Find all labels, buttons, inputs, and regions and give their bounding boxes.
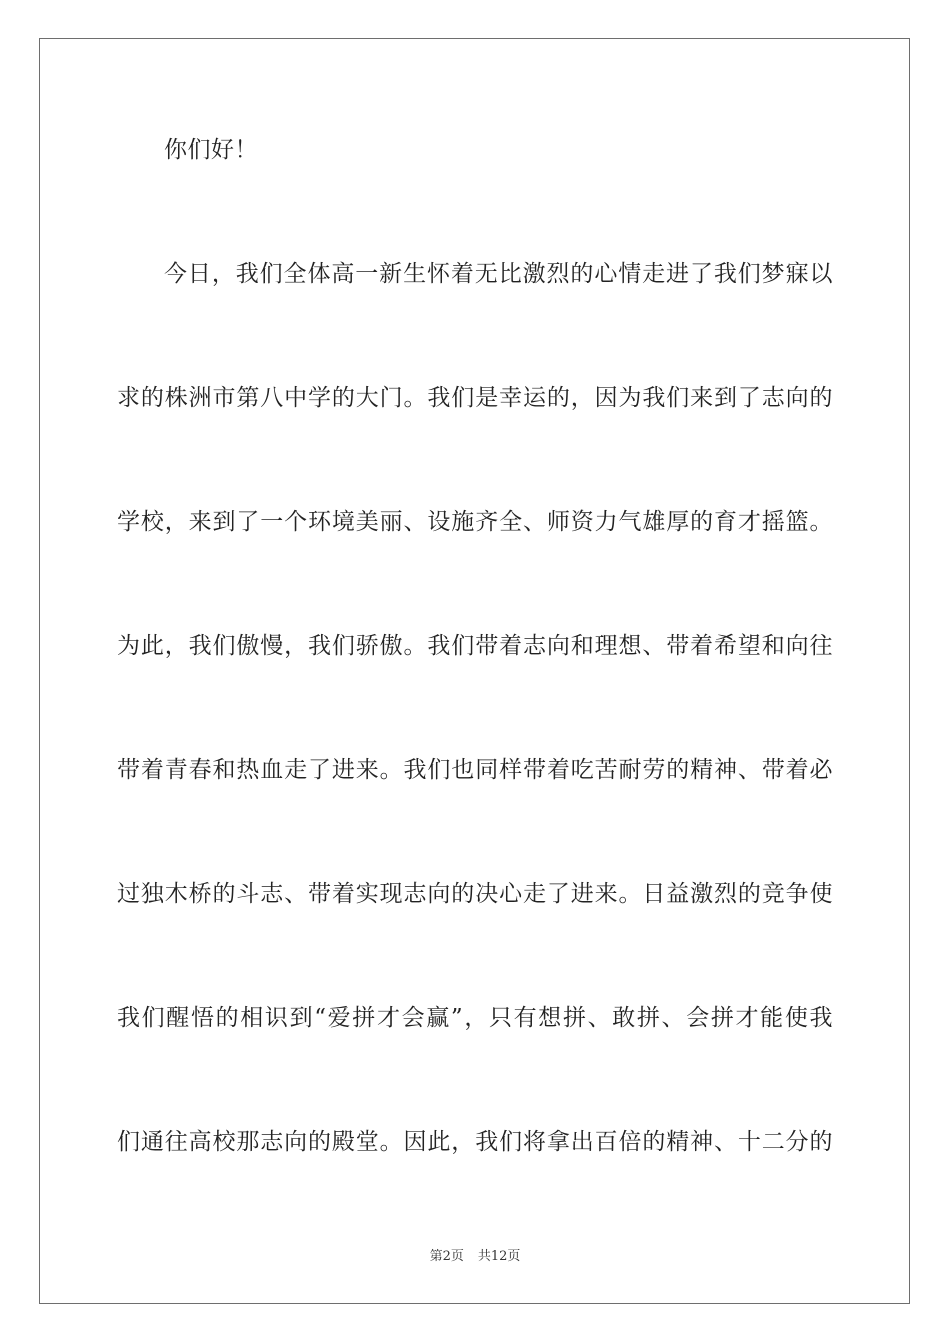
paragraph-line: 过独木桥的斗志、带着实现志向的决心走了进来。日益激烈的竞争使	[117, 881, 833, 907]
page-total: 共12页	[477, 1249, 521, 1264]
page-number: 第2页	[429, 1249, 464, 1264]
page-frame	[39, 38, 910, 1304]
paragraph-line: 为此，我们傲慢，我们骄傲。我们带着志向和理想、带着希望和向往	[117, 633, 833, 659]
paragraph-line: 学校，来到了一个环境美丽、设施齐全、师资力气雄厚的育才摇篮。	[117, 509, 833, 535]
greeting-line: 你们好！	[164, 137, 258, 163]
paragraph-line: 今日，我们全体高一新生怀着无比激烈的心情走进了我们梦寐以	[164, 261, 833, 287]
page-footer	[0, 1248, 950, 1266]
paragraph-line: 们通往高校那志向的殿堂。因此，我们将拿出百倍的精神、十二分的	[117, 1129, 833, 1155]
paragraph-line: 我们醒悟的相识到“爱拼才会赢”，只有想拼、敢拼、会拼才能使我	[117, 1005, 833, 1031]
paragraph-line: 带着青春和热血走了进来。我们也同样带着吃苦耐劳的精神、带着必	[117, 757, 833, 783]
paragraph-line: 求的株洲市第八中学的大门。我们是幸运的，因为我们来到了志向的	[117, 385, 833, 411]
